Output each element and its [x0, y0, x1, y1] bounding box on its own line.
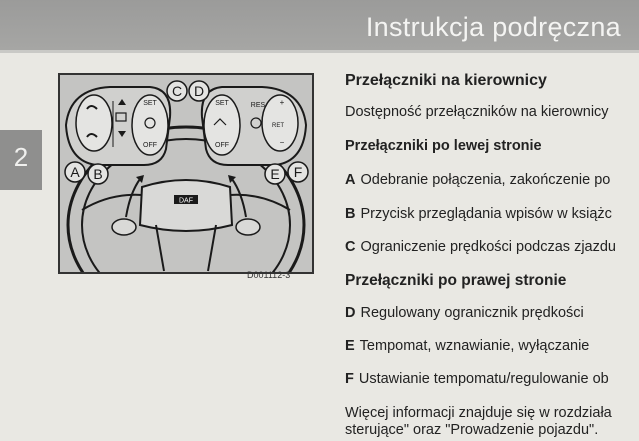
heading-left-switches: Przełączniki po lewej stronie — [345, 138, 542, 154]
off-left-label: OFF — [143, 142, 157, 149]
chapter-number: 2 — [13, 142, 29, 172]
page-title: Instrukcja podręczna — [365, 12, 621, 42]
item-d-key: D — [345, 305, 356, 321]
item-f-key: F — [345, 371, 354, 387]
svg-text:A: A — [70, 164, 80, 180]
item-a-key: A — [345, 172, 356, 188]
steering-wheel-figure — [58, 73, 314, 274]
item-c — [345, 239, 616, 255]
figure-code: D001112-3 — [247, 270, 291, 280]
item-b — [345, 206, 612, 222]
item-e — [345, 338, 589, 354]
item-f-text: Ustawianie tempomatu/regulowanie ob — [358, 371, 609, 387]
item-c-text: Ograniczenie prędkości podczas zjazdu — [360, 239, 616, 255]
item-c-key: C — [345, 239, 356, 255]
svg-text:D: D — [193, 83, 205, 99]
item-b-text: Przycisk przeglądania wpisów w książc — [360, 206, 612, 222]
item-d-text: Regulowany ogranicznik prędkości — [360, 305, 584, 321]
item-e-key: E — [345, 338, 355, 354]
item-e-text: Tempomat, wznawianie, wyłączanie — [359, 338, 590, 354]
svg-text:E: E — [270, 166, 280, 182]
intro-text: Dostępność przełączników na kierownicy — [345, 104, 609, 120]
off-right-label: OFF — [215, 142, 229, 149]
heading-right-switches: Przełączniki po prawej stronie — [345, 272, 567, 289]
set-right-label: SET — [215, 100, 229, 107]
item-b-key: B — [345, 206, 356, 222]
svg-text:+: + — [279, 98, 285, 107]
svg-text:DAF: DAF — [179, 197, 193, 205]
heading-steering-switches: Przełączniki na kierownicy — [345, 72, 547, 89]
footer-note-line2: sterujące" oraz "Prowadzenie pojazdu". — [345, 422, 599, 438]
steering-wheel-illustration — [60, 75, 312, 272]
callout-a — [65, 162, 85, 182]
set-left-label: SET — [143, 100, 157, 107]
callout-e — [265, 164, 285, 184]
callout-f — [288, 162, 308, 182]
item-d — [345, 305, 584, 321]
callout-d — [189, 81, 209, 101]
item-f — [345, 371, 609, 387]
callout-b — [88, 164, 108, 184]
svg-text:C: C — [171, 83, 183, 99]
header-divider — [0, 50, 639, 53]
footer-note-line1: Więcej informacji znajduje się w rozdziała — [345, 405, 612, 421]
ret-label: RET — [272, 123, 284, 129]
res-label: RES — [250, 102, 266, 109]
callout-c — [167, 81, 187, 101]
svg-text:−: − — [279, 138, 285, 147]
item-a — [345, 172, 610, 188]
item-a-text: Odebranie połączenia, zakończenie po — [360, 172, 611, 188]
svg-text:B: B — [93, 166, 103, 182]
svg-text:F: F — [293, 164, 303, 180]
